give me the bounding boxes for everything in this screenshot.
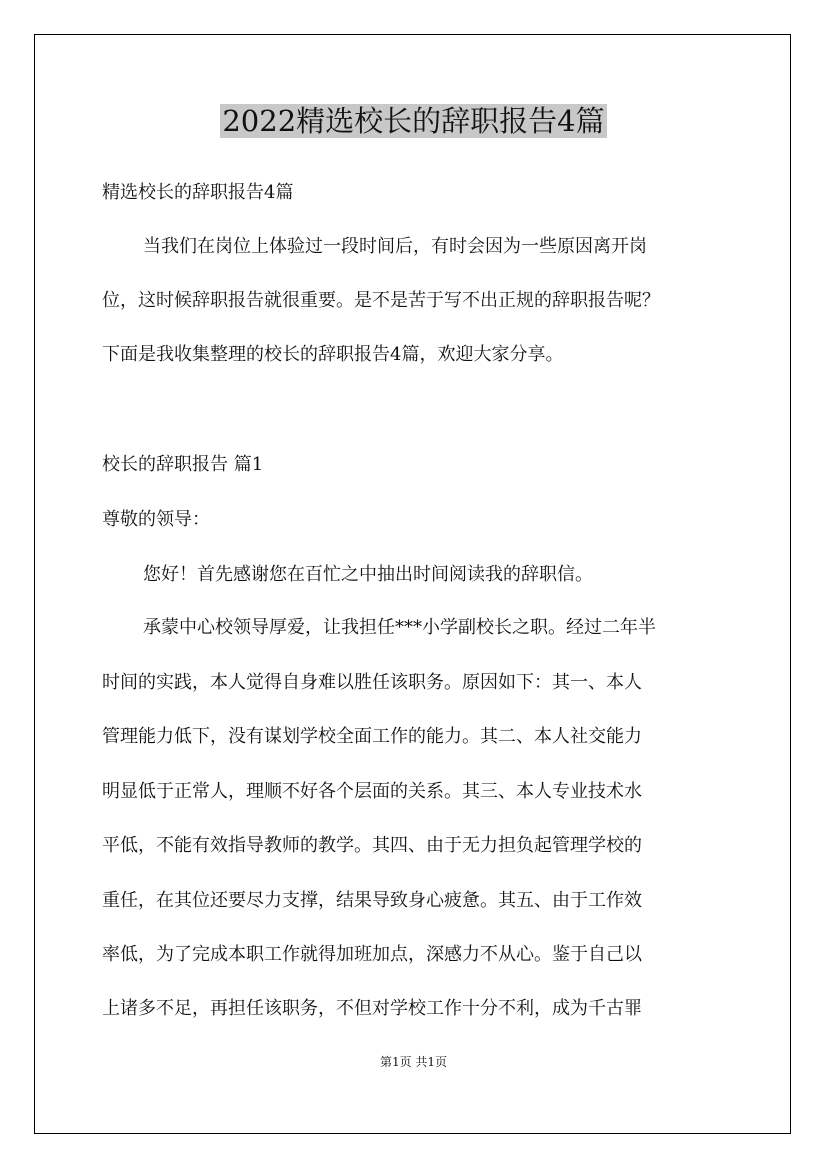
body-line: 管理能力低下，没有谋划学校全面工作的能力。其二、本人社交能力 (102, 726, 642, 747)
body-line: 上诸多不足，再担任该职务，不但对学校工作十分不利，成为千古罪 (102, 998, 642, 1019)
body-line: 承蒙中心校领导厚爱，让我担任***小学副校长之职。经过二年半 (143, 617, 656, 638)
section-heading: 校长的辞职报告 篇1 (102, 454, 264, 475)
salutation: 尊敬的领导： (102, 509, 210, 530)
intro-line: 下面是我收集整理的校长的辞职报告4篇，欢迎大家分享。 (102, 344, 564, 365)
body-line: 重任，在其位还要尽力支撑，结果导致身心疲惫。其五、由于工作效 (102, 890, 642, 911)
document-title: 2022精选校长的辞职报告4篇 (222, 104, 605, 138)
intro-line: 位，这时候辞职报告就很重要。是不是苦于写不出正规的辞职报告呢？ (102, 290, 660, 311)
document-subtitle: 精选校长的辞职报告4篇 (102, 182, 294, 203)
body-line: 明显低于正常人，理顺不好各个层面的关系。其三、本人专业技术水 (102, 781, 642, 802)
page-indicator: 第1页 共1页 (379, 1055, 448, 1069)
intro-line: 当我们在岗位上体验过一段时间后，有时会因为一些原因离开岗 (143, 236, 647, 257)
greeting-line: 您好！首先感谢您在百忙之中抽出时间阅读我的辞职信。 (143, 564, 593, 585)
body-line: 时间的实践，本人觉得自身难以胜任该职务。原因如下：其一、本人 (102, 672, 642, 693)
body-line: 平低，不能有效指导教师的教学。其四、由于无力担负起管理学校的 (102, 835, 642, 856)
body-line: 率低，为了完成本职工作就得加班加点，深感力不从心。鉴于自己以 (102, 944, 642, 965)
